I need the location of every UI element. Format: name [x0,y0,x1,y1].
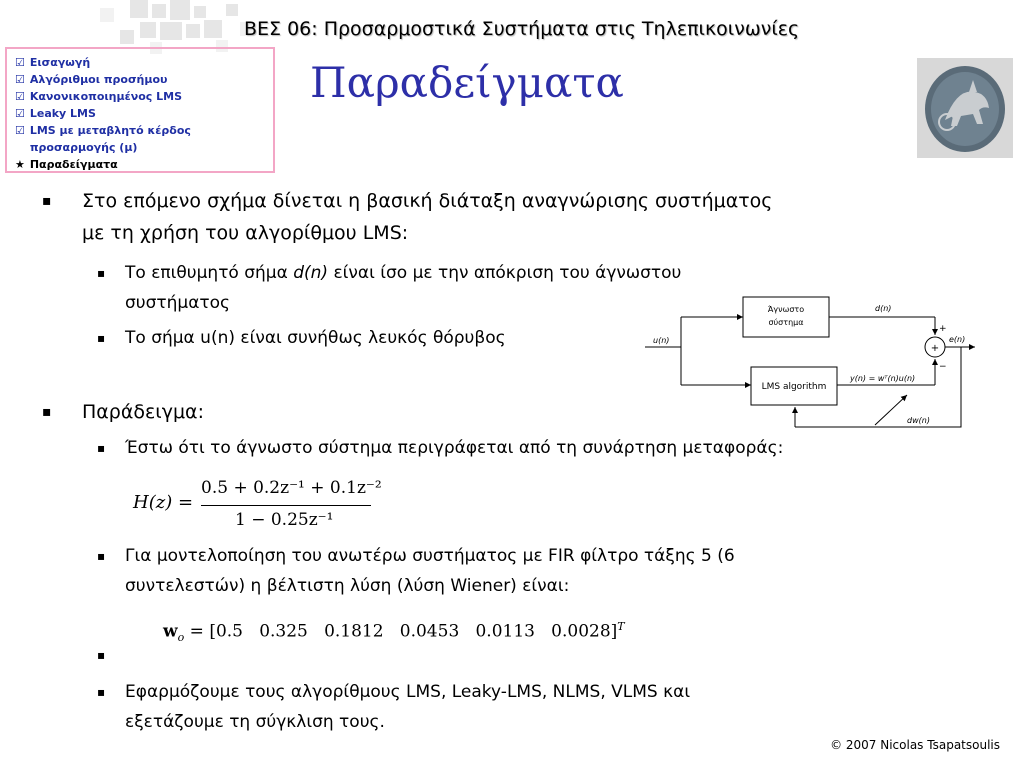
error-label: e(n) [949,335,966,344]
transfer-function-equation [133,478,383,538]
equation-lhs: H(z) = [133,492,194,513]
wiener-solution-equation: $w_o = [0.5$ 0.325 0.1812 0.0453 0.0113 0.0028]$^T$ [163,620,625,645]
equation-values: = [0.5 0.325 0.1812 0.0453 0.0113 0.0028] [189,621,618,642]
toc-item-label: Παραδείγματα [29,158,118,171]
unknown-system-block [743,297,829,337]
sub-bullet-transfer: ▪ Έστω ότι το άγνωστο σύστημα περιγράφεται από τη συνάρτηση μεταφοράς: [125,433,783,464]
toc-item-label: προσαρμογής (μ) [29,141,138,154]
toc-item-label: LMS με μεταβλητό κέρδος [29,124,191,137]
fraction-bar [201,505,371,506]
toc-box [5,47,275,173]
star-icon: ★ [15,158,25,171]
unknown-system-label: Άγνωστο [767,305,805,314]
toc-item[interactable] [15,54,265,71]
checkbox-icon: ☑ [15,73,25,86]
checkbox-icon: ☑ [15,56,25,69]
sub-bullet-desired-cont: συστήματος [125,293,231,313]
toc-item-label: Κανονικοποιημένος LMS [29,90,182,103]
course-title: ΒΕΣ 06: Προσαρμοστικά Συστήματα στις Τηλεπικοινωνίες [244,18,800,40]
toc-item-current[interactable] [15,156,265,173]
system-identification-diagram [645,295,975,435]
bullet-2: ▪ Παράδειγμα: [82,397,204,428]
desired-label: d(n) [875,304,892,313]
checkbox-icon: ☑ [15,107,25,120]
toc-item[interactable] [15,105,265,122]
output-label: y(n) = wᵀ(n)u(n) [850,374,916,383]
equation-numerator: 0.5 + 0.2z⁻¹ + 0.1z⁻² [201,478,382,498]
sub-bullet-noise: ▪ Το σήμα u(n) είναι συνήθως λευκός θόρυβος [125,323,506,354]
sub-bullet-algorithms: ▪ Εφαρμόζουμε τους αλγορίθμους LMS, Leaky-LMS, NLMS, VLMS και [125,677,690,708]
bullet-1-cont: με τη χρήση του αλγορίθμου LMS: [82,222,409,244]
toc-item-label: Αλγόριθμοι προσήμου [29,73,168,86]
sub-bullet-desired: ▪ Το επιθυμητό σήμα d(n) είναι ίσο με την απόκριση του άγνωστου [125,258,681,289]
slide-title: Παραδείγματα [310,58,624,107]
toc-item[interactable] [15,122,265,139]
equation-denominator: 1 − 0.25z⁻¹ [235,510,334,530]
checkbox-icon: ☑ [15,90,25,103]
plus-sign: + [939,324,947,334]
unknown-system-label-2: σύστημα [768,318,804,327]
lms-algorithm-label: LMS algorithm [761,382,827,392]
update-label: dw(n) [907,416,930,425]
sub-bullet-fir: ▪ Για μοντελοποίηση του ανωτέρω συστήματος με FIR φίλτρο τάξης 5 (6 [125,541,735,572]
sub-bullet-algorithms-cont: εξετάζουμε τη σύγκλιση τους. [125,712,385,732]
bullet-1: ▪ Στο επόμενο σχήμα δίνεται η βασική διάταξη αναγνώρισης συστήματος [82,186,772,217]
copyright-footer: © 2007 Nicolas Tsapatsoulis [830,738,1000,752]
coin-image [917,58,1013,158]
toc-item-label: Εισαγωγή [29,56,91,69]
sub-bullet-fir-cont: συντελεστών) η βέλτιστη λύση (λύση Wiener) είναι: [125,576,570,596]
toc-item-label: Leaky LMS [29,107,96,120]
minus-sign: − [939,362,947,372]
checkbox-icon: ☑ [15,124,25,137]
toc-item-continuation[interactable] [15,139,265,156]
toc-item[interactable] [15,88,265,105]
sum-symbol: + [930,343,940,354]
input-label: u(n) [653,336,670,345]
equation-w-symbol: w [163,621,178,642]
toc-item[interactable] [15,71,265,88]
